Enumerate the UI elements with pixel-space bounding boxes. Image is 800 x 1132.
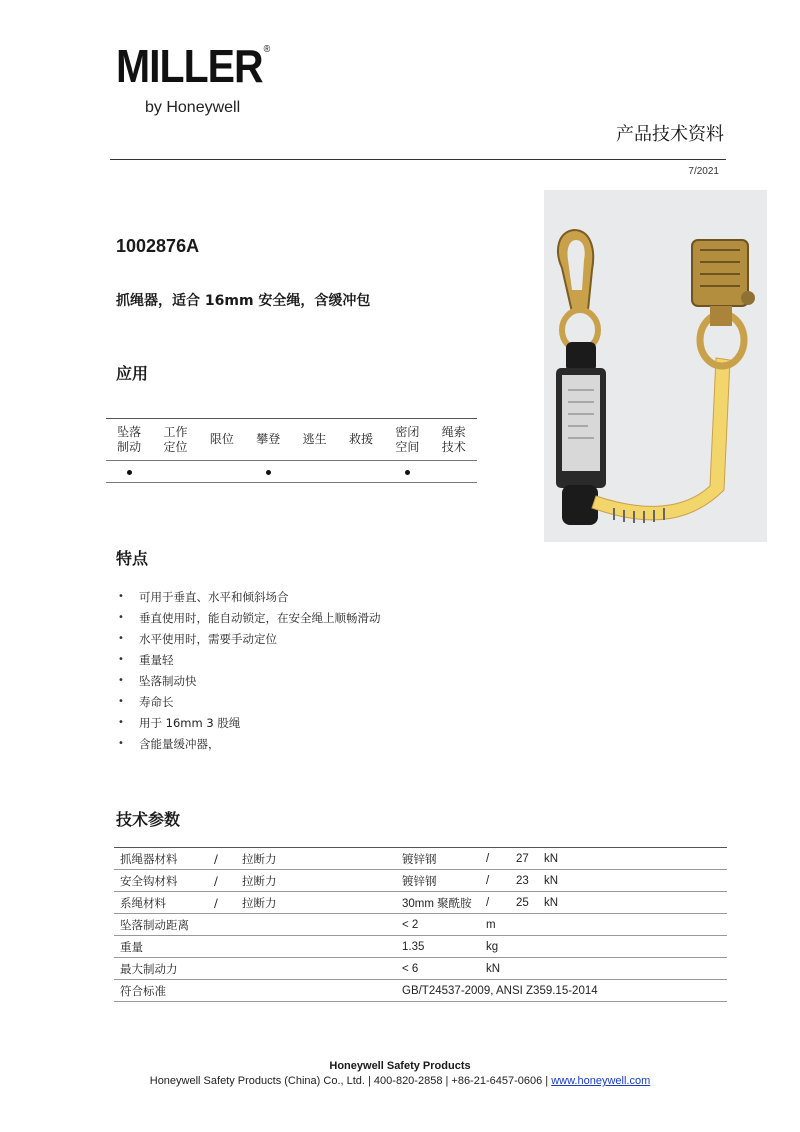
application-label-line1: 攀登 xyxy=(256,432,281,446)
bullet-icon: • xyxy=(118,675,124,686)
application-label xyxy=(292,432,338,447)
feature-item xyxy=(118,649,381,670)
spec-row xyxy=(114,936,727,958)
spec-cell: 拉断力 xyxy=(242,870,402,892)
spec-cell: 30mm 聚酰胺 xyxy=(402,892,486,914)
spec-cell: kN xyxy=(486,958,516,980)
application-label-line1: 坠落 xyxy=(117,424,142,439)
spec-cell: 镀锌钢 xyxy=(402,848,486,870)
feature-text: 含能量缓冲器， xyxy=(139,736,220,751)
specs-table xyxy=(114,847,727,1002)
model-number: 1002876A xyxy=(116,236,200,256)
applications-header-row xyxy=(106,419,477,461)
feature-item xyxy=(118,586,381,607)
application-marker-cell xyxy=(106,464,152,479)
application-label-line1: 逃生 xyxy=(302,432,327,446)
feature-item xyxy=(118,628,381,649)
spec-label: 最大制动力 xyxy=(114,958,214,980)
application-label-line1: 救援 xyxy=(349,432,374,446)
spec-cell xyxy=(242,936,402,958)
application-label xyxy=(245,432,291,447)
application-label-line2: 制动 xyxy=(117,439,142,454)
product-photo xyxy=(544,190,767,542)
bullet-dot-icon xyxy=(127,470,132,475)
feature-text: 可用于垂直、水平和倾斜场合 xyxy=(139,589,289,604)
spec-cell: 镀锌钢 xyxy=(402,870,486,892)
bullet-dot-icon xyxy=(405,470,410,475)
application-label xyxy=(152,425,198,455)
feature-text: 垂直使用时，能自动锁定，在安全绳上顺畅滑动 xyxy=(139,610,381,625)
features-heading: 特点 xyxy=(116,549,149,568)
spec-label: 符合标准 xyxy=(114,980,402,1002)
bullet-icon: • xyxy=(118,654,124,665)
spec-cell xyxy=(214,958,242,980)
spec-row xyxy=(114,892,727,914)
brand-sub: by Honeywell xyxy=(145,99,241,116)
feature-item xyxy=(118,607,381,628)
footer-contact-line: Honeywell Safety Products (China) Co., Ltd. | 400-820-2858 | +86-21-6457-0606 | xyxy=(149,1075,552,1087)
feature-item xyxy=(118,691,381,712)
application-marker-cell xyxy=(384,464,430,479)
miller-logo xyxy=(116,40,270,93)
application-label-line2: 技术 xyxy=(441,439,466,454)
spec-cell: 1.35 xyxy=(402,936,486,958)
spec-row xyxy=(114,848,727,870)
feature-item xyxy=(118,712,381,733)
application-label xyxy=(106,425,152,455)
spec-cell: / xyxy=(486,892,516,914)
application-label-line2: 空间 xyxy=(395,439,420,454)
spec-cell: 25 xyxy=(516,892,544,914)
application-label xyxy=(431,425,477,455)
spec-cell: 23 xyxy=(516,870,544,892)
spec-label: 坠落制动距离 xyxy=(114,914,214,936)
spec-cell: < 6 xyxy=(402,958,486,980)
application-marker-cell xyxy=(245,464,291,479)
spec-cell xyxy=(214,936,242,958)
footer-company: Honeywell Safety Products xyxy=(329,1060,471,1072)
bullet-icon: • xyxy=(118,717,124,728)
spec-cell xyxy=(242,914,402,936)
spec-label: 系绳材料 xyxy=(114,892,214,914)
feature-text: 重量轻 xyxy=(139,652,174,667)
spec-cell: 拉断力 xyxy=(242,848,402,870)
footer-website-link[interactable]: www.honeywell.com xyxy=(551,1075,651,1087)
spec-cell: kN xyxy=(544,848,727,870)
bullet-icon: • xyxy=(118,738,124,749)
brand-name: MILLER xyxy=(116,40,263,93)
document-title: 产品技术资料 xyxy=(616,124,724,145)
application-label-line1: 绳索 xyxy=(441,424,466,439)
application-label-line2: 定位 xyxy=(163,439,188,454)
bullet-icon: • xyxy=(118,633,124,644)
spec-cell xyxy=(516,958,544,980)
spec-cell xyxy=(544,914,727,936)
bullet-dot-icon xyxy=(266,470,271,475)
spec-cell: kN xyxy=(544,892,727,914)
spec-cell xyxy=(242,958,402,980)
feature-item xyxy=(118,733,381,754)
spec-cell xyxy=(214,914,242,936)
specs-heading: 技术参数 xyxy=(116,810,181,829)
applications-table xyxy=(106,418,477,483)
product-subtitle: 抓绳器，适合 16mm 安全绳，含缓冲包 xyxy=(116,293,371,309)
spec-cell: m xyxy=(486,914,516,936)
spec-row xyxy=(114,980,727,1002)
spec-cell xyxy=(516,914,544,936)
feature-text: 用于 16mm 3 股绳 xyxy=(139,715,241,730)
spec-cell xyxy=(516,936,544,958)
features-list xyxy=(118,586,381,754)
spec-cell: 拉断力 xyxy=(242,892,402,914)
spec-cell: < 2 xyxy=(402,914,486,936)
spec-row xyxy=(114,958,727,980)
spec-cell: / xyxy=(214,870,242,892)
spec-cell: kN xyxy=(544,870,727,892)
footer-contact xyxy=(0,1075,800,1087)
spec-label: 抓绳器材料 xyxy=(114,848,214,870)
header-divider xyxy=(110,159,726,160)
spec-label: 重量 xyxy=(114,936,214,958)
spec-cell: / xyxy=(486,848,516,870)
application-label xyxy=(384,425,430,455)
registered-mark: ® xyxy=(263,42,270,55)
application-label xyxy=(199,432,245,447)
feature-text: 坠落制动快 xyxy=(139,673,197,688)
spec-label: 安全钩材料 xyxy=(114,870,214,892)
application-label-line1: 限位 xyxy=(209,432,234,446)
spec-cell: / xyxy=(214,892,242,914)
bullet-icon: • xyxy=(118,696,124,707)
spec-value: GB/T24537-2009, ANSI Z359.15-2014 xyxy=(402,980,727,1002)
bullet-icon: • xyxy=(118,612,124,623)
spec-cell: / xyxy=(214,848,242,870)
application-label-line1: 密闭 xyxy=(395,424,420,439)
document-date: 7/2021 xyxy=(688,166,719,177)
spec-cell: kg xyxy=(486,936,516,958)
applications-marker-row xyxy=(106,461,477,483)
spec-cell xyxy=(544,936,727,958)
bullet-icon: • xyxy=(118,591,124,602)
application-label xyxy=(338,432,384,447)
spec-row xyxy=(114,914,727,936)
application-label-line1: 工作 xyxy=(163,424,188,439)
feature-item xyxy=(118,670,381,691)
feature-text: 水平使用时，需要手动定位 xyxy=(139,631,277,646)
spec-cell: 27 xyxy=(516,848,544,870)
spec-cell: / xyxy=(486,870,516,892)
spec-row xyxy=(114,870,727,892)
spec-cell xyxy=(544,958,727,980)
applications-heading: 应用 xyxy=(116,364,149,383)
feature-text: 寿命长 xyxy=(139,694,174,709)
